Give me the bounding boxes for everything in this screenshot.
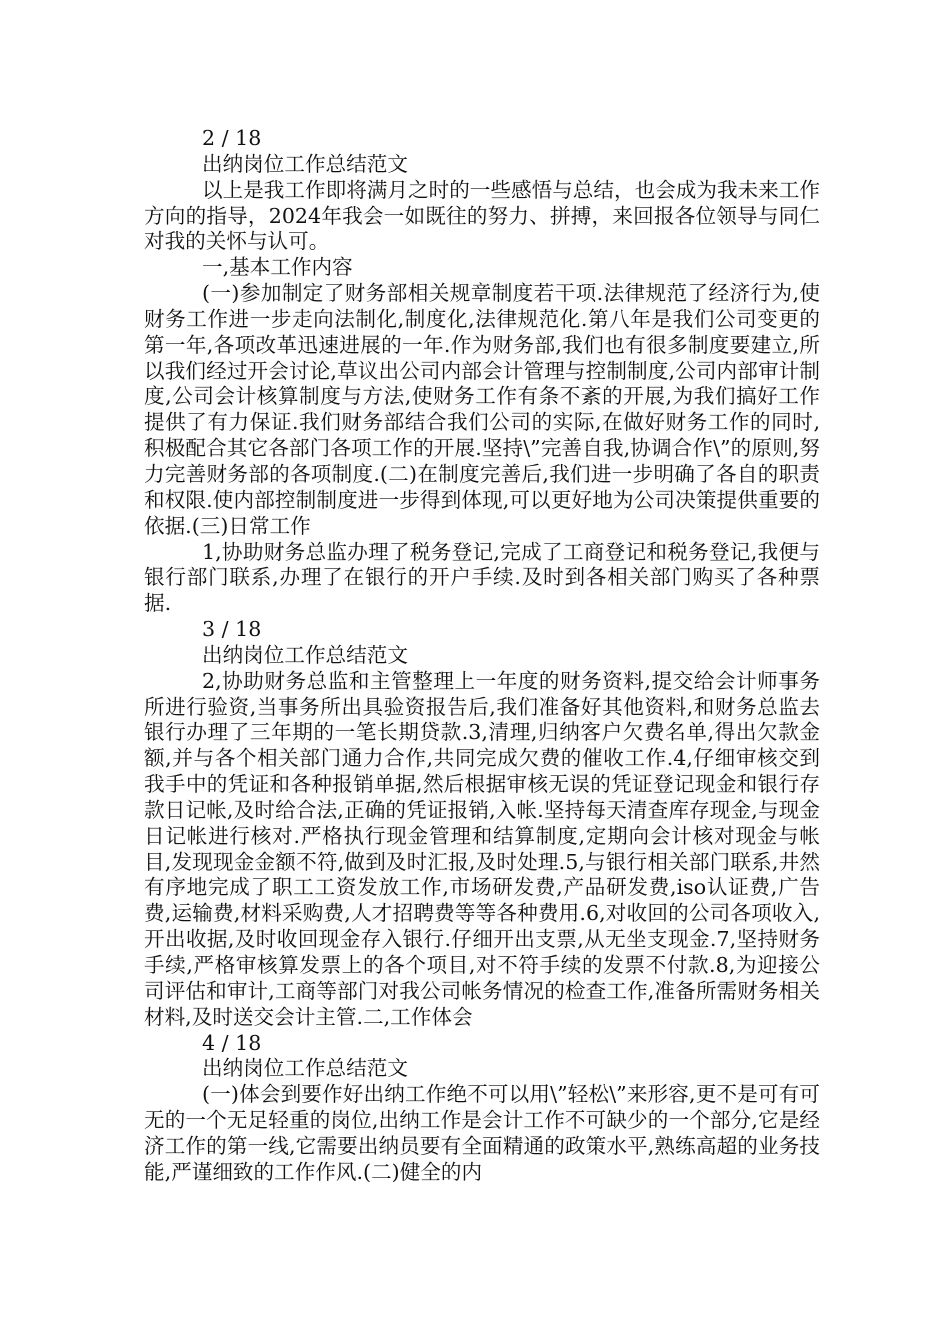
page-number-marker: 3 / 18	[202, 617, 262, 642]
section-heading: 一,基本工作内容	[202, 255, 353, 280]
page-number-marker: 4 / 18	[202, 1030, 262, 1055]
document-body	[144, 126, 820, 1186]
page-number-marker: 2 / 18	[202, 126, 262, 150]
running-header: 出纳岗位工作总结范文	[202, 151, 408, 176]
paragraph: 1,协助财务总监办理了税务登记,完成了工商登记和税务登记,我便与银行部门联系,办理了在银行的开户手续.及时到各相关部门购买了各种票据.	[144, 539, 820, 616]
paragraph: (一)体会到要作好出纳工作绝不可以用\”轻松\”来形容,更不是可有可无的一个无足轻重的岗位,出纳工作是会计工作不可缺少的一个部分,它是经济工作的第一线,它需要出纳员要有全面精通的政策水平,熟练高超的业务技能,严谨细致的工作作风.(二)健全的内	[144, 1082, 820, 1184]
running-header: 出纳岗位工作总结范文	[202, 1056, 408, 1081]
paragraph: 2,协助财务总监和主管整理上一年度的财务资料,提交给会计师事务所进行验资,当事务所出具验资报告后,我们准备好其他资料,和财务总监去银行办理了三年期的一笔长期贷款.3,清理,归纳客户欠费名单,得出欠款金额,并与各个相关部门通力合作,共同完成欠费的催收工作.4,仔细审核交到我手中的凭证和各种报销单据,然后根据审核无误的凭证登记现金和银行存款日记帐,及时给合法,正确的凭证报销,入帐.坚持每天清查库存现金,与现金日记帐进行核对.严格执行现金管理和结算制度,定期向会计核对现金与帐目,发现现金金额不符,做到及时汇报,及时处理.5,与银行相关部门联系,井然有序地完成了职工工资发放工作,市场研发费,产品研发费,iso认证费,广告费,运输费,材料采购费,人才招聘费等等各种费用.6,对收回的公司各项收入,开出收据,及时收回现金存入银行.仔细开出支票,从无坐支现金.7,坚持财务手续,严格审核算发票上的各个项目,对不符手续的发票不付款.8,为迎接公司评估和审计,工商等部门对我公司帐务情况的检查工作,准备所需财务相关材料,及时送交会计主管.二,工作体会	[144, 668, 820, 1029]
running-header: 出纳岗位工作总结范文	[202, 642, 408, 667]
paragraph: (一)参加制定了财务部相关规章制度若干项.法律规范了经济行为,使财务工作进一步走向法制化,制度化,法律规范化.第八年是我们公司变更的第一年,各项改革迅速进展的一年.作为财务部,我们也有很多制度要建立,所以我们经过开会讨论,草议出公司内部会计管理与控制制度,公司内部审计制度,公司会计核算制度与方法,使财务工作有条不紊的开展,为我们搞好工作提供了有力保证.我们财务部结合我们公司的实际,在做好财务工作的同时,积极配合其它各部门各项工作的开展.坚持\”完善自我,协调合作\”的原则,努力完善财务部的各项制度.(二)在制度完善后,我们进一步明确了各自的职责和权限.使内部控制制度进一步得到体现,可以更好地为公司决策提供重要的依据.(三)日常工作	[144, 281, 820, 538]
paragraph: 以上是我工作即将满月之时的一些感悟与总结，也会成为我未来工作方向的指导，2024年我会一如既往的努力、拼搏，来回报各位领导与同仁对我的关怀与认可。	[144, 177, 820, 254]
